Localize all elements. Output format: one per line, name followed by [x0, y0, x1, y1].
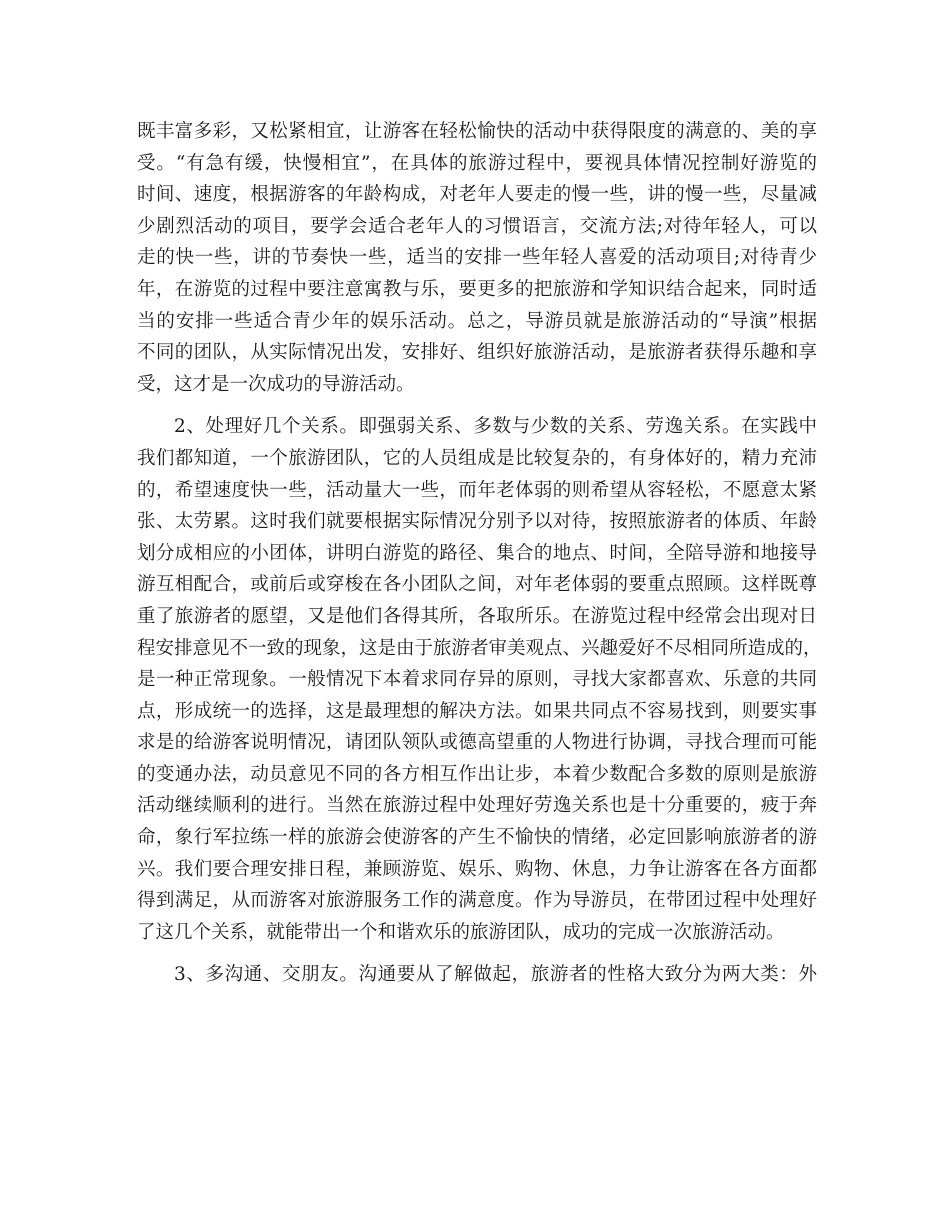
- text-line: 走的快一些，讲的节奏快一些，适当的安排一些年轻人喜爱的活动项目;对待青少: [137, 247, 817, 269]
- text-line: 命，象行军拉练一样的旅游会使游客的产生不愉快的情绪，必定回影响旅游者的游: [137, 827, 817, 849]
- text-line: 2、处理好几个关系。即强弱关系、多数与少数的关系、劳逸关系。在实践中: [174, 416, 817, 438]
- text-line: 我们都知道，一个旅游团队，它的人员组成是比较复杂的，有身体好的，精力充沛: [137, 447, 817, 469]
- text-line: 得到满足，从而游客对旅游服务工作的满意度。作为导游员，在带团过程中处理好: [137, 890, 817, 912]
- text-line: 的，希望速度快一些，活动量大一些，而年老体弱的则希望从容轻松，不愿意太紧: [137, 479, 817, 501]
- text-line: 时间、速度，根据游客的年龄构成，对老年人要走的慢一些，讲的慢一些，尽量减: [137, 184, 817, 206]
- text-line: 受。“有急有缓，快慢相宜”，在具体的旅游过程中，要视具体情况控制好游览的: [137, 152, 817, 174]
- text-line: 的变通办法，动员意见不同的各方相互作出让步，本着少数配合多数的原则是旅游: [137, 763, 817, 785]
- text-line: 活动继续顺利的进行。当然在旅游过程中处理好劳逸关系也是十分重要的，疲于奔: [137, 795, 817, 817]
- text-line: 张、太劳累。这时我们就要根据实际情况分别予以对待，按照旅游者的体质、年龄: [137, 511, 817, 533]
- paragraph-1: [137, 116, 817, 400]
- text-line: 少剧烈活动的项目，要学会适合老年人的习惯语言，交流方法;对待年轻人，可以: [137, 215, 817, 237]
- text-line: 游互相配合，或前后或穿梭在各小团队之间，对年老体弱的要重点照顾。这样既尊: [137, 574, 817, 596]
- text-line: 了这几个关系，就能带出一个和谐欢乐的旅游团队，成功的完成一次旅游活动。: [137, 921, 785, 943]
- text-line: 重了旅游者的愿望，又是他们各得其所，各取所乐。在游览过程中经常会出现对日: [137, 605, 817, 627]
- text-line: 兴。我们要合理安排日程，兼顾游览、娱乐、购物、休息，力争让游客在各方面都: [137, 858, 817, 880]
- text-line: 既丰富多彩，又松紧相宜，让游客在轻松愉快的活动中获得限度的满意的、美的享: [137, 121, 817, 142]
- text-line: 3、多沟通、交朋友。沟通要从了解做起，旅游者的性格大致分为两大类：外: [174, 964, 817, 986]
- text-line: 是一种正常现象。一般情况下本着求同存异的原则，寻找大家都喜欢、乐意的共同: [137, 669, 817, 691]
- text-line: 求是的给游客说明情况，请团队领队或德高望重的人物进行协调，寻找合理而可能: [137, 732, 817, 754]
- text-line: 程安排意见不一致的现象，这是由于旅游者审美观点、兴趣爱好不尽相同所造成的，: [137, 637, 822, 659]
- text-line: 点，形成统一的选择，这是最理想的解决方法。如果共同点不容易找到，则要实事: [137, 700, 817, 722]
- paragraph-2: [137, 411, 822, 948]
- paragraph-3: [137, 959, 817, 991]
- text-line: 受，这才是一次成功的导游活动。: [137, 373, 415, 395]
- text-line: 当的安排一些适合青少年的娱乐活动。总之，导游员就是旅游活动的“导演”根据: [137, 310, 817, 332]
- text-line: 划分成相应的小团体，讲明白游览的路径、集合的地点、时间，全陪导游和地接导: [137, 542, 817, 564]
- paragraph-spacer: [137, 948, 817, 959]
- text-line: 不同的团队，从实际情况出发，安排好、组织好旅游活动，是旅游者获得乐趣和享: [137, 342, 817, 364]
- paragraph-spacer: [137, 400, 817, 411]
- text-line: 年，在游览的过程中要注意寓教与乐，要更多的把旅游和学知识结合起来，同时适: [137, 278, 817, 300]
- document-body: [137, 116, 822, 991]
